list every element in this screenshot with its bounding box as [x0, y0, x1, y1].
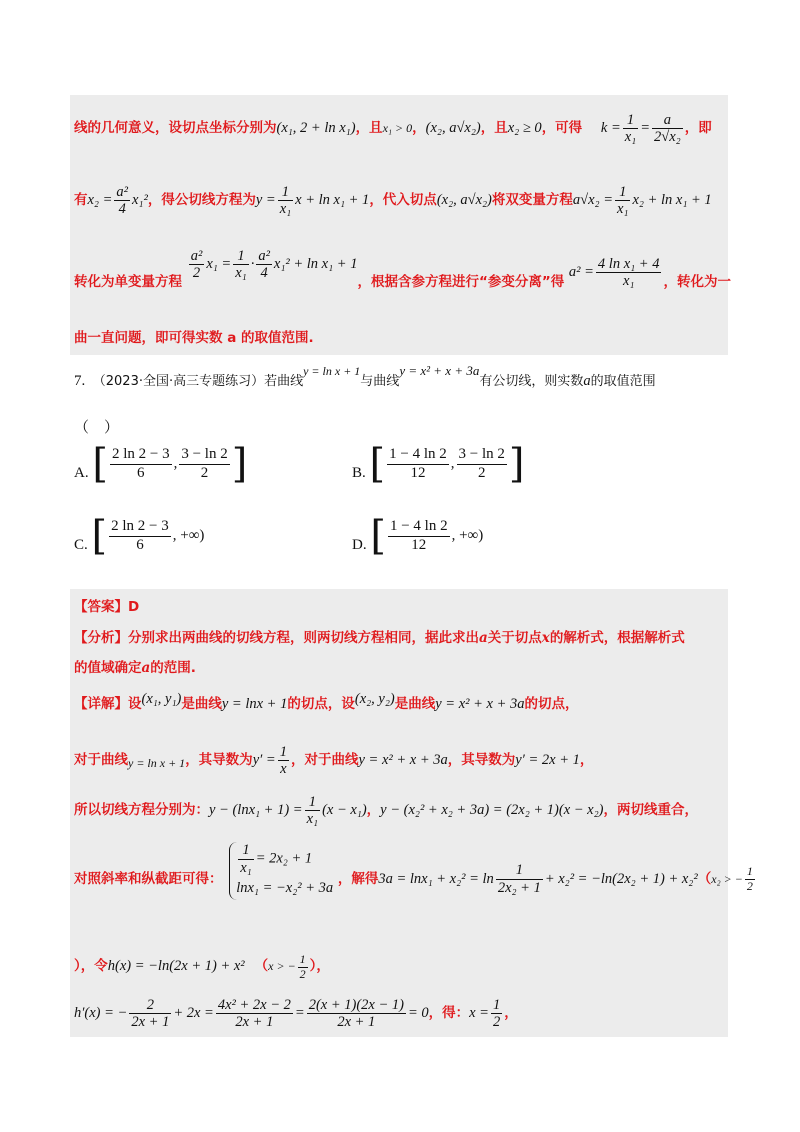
- mid: =: [294, 1005, 305, 1021]
- question-paren: [74, 416, 119, 437]
- answer-line: [74, 595, 139, 615]
- num: 1: [237, 247, 245, 264]
- frac: [652, 112, 683, 146]
- den: x₁: [306, 811, 319, 828]
- text: ），令: [74, 958, 108, 974]
- k-lhs: k =: [600, 120, 621, 136]
- cond: x₂ > −: [711, 871, 743, 886]
- option-label: C.: [74, 537, 88, 554]
- system-line: [74, 842, 757, 902]
- text: 是曲线: [181, 696, 222, 712]
- lhs: y − (lnx₁ + 1) =: [209, 802, 303, 818]
- curve2: y = x² + x + 3a: [399, 363, 480, 378]
- lhs: 3a = lnx₁ + x₂² = ln: [378, 870, 494, 887]
- den: 2: [189, 264, 205, 282]
- frac: [491, 997, 502, 1031]
- den: 2x₂ + 1: [497, 879, 541, 896]
- text: 曲一直问题，即可得实数 a 的取值范围.: [74, 330, 314, 346]
- curve1: y = ln x + 1: [303, 364, 361, 378]
- frac: [110, 446, 172, 482]
- math: [378, 862, 698, 896]
- den: x₁: [240, 859, 252, 876]
- text: 关于切点: [487, 630, 542, 646]
- mid: + 2x =: [173, 1005, 214, 1021]
- den: x: [278, 760, 289, 778]
- math: y = x² + x + 3a: [358, 752, 448, 768]
- mid: x₁ =: [206, 256, 232, 272]
- num: a²: [258, 247, 270, 264]
- bracket: ]: [231, 441, 248, 487]
- frac: [189, 248, 205, 282]
- math-point2: (x₂, a√x₂): [425, 120, 481, 136]
- frac: [216, 997, 293, 1031]
- var-a: a: [583, 373, 591, 389]
- lhs: y =: [255, 192, 276, 208]
- math-cond1: x₁ > 0: [382, 121, 413, 135]
- option-d[interactable]: [352, 513, 484, 559]
- den: 12: [387, 464, 449, 482]
- frac: [305, 794, 320, 828]
- num: 1: [281, 183, 290, 200]
- frac: [745, 865, 755, 894]
- math: [252, 743, 291, 778]
- frac: [238, 842, 253, 876]
- den: 2: [492, 1014, 501, 1031]
- frac: [387, 446, 449, 482]
- text: 与曲线: [360, 374, 400, 389]
- var: a: [141, 660, 151, 676]
- num: a²: [190, 247, 203, 264]
- tail: + x₂² = −ln(2x₂ + 1) + x₂²: [544, 870, 698, 887]
- frac: [457, 446, 507, 482]
- tail: , +∞): [451, 527, 484, 544]
- lhs: x =: [469, 1005, 489, 1021]
- den: x₁: [235, 265, 247, 282]
- frac: [596, 256, 662, 290]
- math: [268, 951, 310, 981]
- text: （: [697, 870, 712, 887]
- math: y′ = 2x + 1: [515, 752, 580, 768]
- text: ），: [309, 958, 330, 974]
- frac: [114, 184, 130, 218]
- tail: x + ln x₁ + 1: [295, 192, 370, 208]
- analysis-line1: [74, 626, 685, 646]
- lhs: y′ =: [252, 752, 276, 768]
- text: 【分析】分别求出两曲线的切线方程，则两切线方程相同，据此求出: [74, 630, 479, 646]
- bracket: [: [92, 441, 108, 487]
- question-7: [74, 363, 656, 390]
- math: h(x) = −ln(2x + 1) + x²: [107, 958, 245, 974]
- bracket: [: [369, 441, 386, 487]
- frac: [129, 997, 171, 1031]
- text: 的切点，: [524, 696, 579, 712]
- num: a: [663, 111, 671, 128]
- text: 【详解】设: [74, 696, 142, 712]
- text: 有公切线，则实数: [479, 374, 584, 389]
- frac: [623, 112, 638, 146]
- text: ，可得: [541, 120, 583, 136]
- math: [469, 996, 504, 1031]
- text: ，转化为一: [663, 274, 731, 290]
- math-cond2: x₂ ≥ 0: [507, 120, 542, 136]
- frac: [307, 997, 406, 1031]
- math-k: [600, 111, 685, 146]
- paren: （ ）: [74, 420, 120, 436]
- text: 的取值范围: [590, 374, 656, 389]
- lhs: h′(x) = −: [74, 1005, 128, 1021]
- text: 对于曲线: [74, 752, 128, 768]
- box1-line2: [74, 178, 712, 222]
- text: ，: [579, 752, 594, 768]
- text: ，其导数为: [447, 752, 516, 768]
- text: 的解析式，根据解析式: [549, 630, 685, 646]
- lhs: a² =: [568, 264, 594, 280]
- math: [74, 996, 429, 1031]
- num: 1 − 4 ln 2: [389, 518, 448, 535]
- num: 1: [746, 864, 753, 879]
- text: ，代入切点: [369, 192, 437, 208]
- text: ，且: [355, 120, 383, 136]
- tail: x₁² + ln x₁ + 1: [273, 256, 358, 272]
- text: 将双变量方程: [491, 192, 573, 208]
- option-c[interactable]: [74, 513, 205, 559]
- text: ，: [366, 802, 381, 818]
- num: a²: [116, 183, 128, 200]
- math-a-squared: [568, 255, 664, 290]
- math-eq: [572, 183, 712, 218]
- tail: , +∞): [172, 527, 205, 544]
- num: 2(x + 1)(2x − 1): [308, 996, 404, 1013]
- math: y − (x₂² + x₂ + 3a) = (2x₂ + 1)(x − x₂): [380, 802, 604, 818]
- den: 6: [109, 536, 171, 554]
- text: 对照斜率和纵截距可得：: [74, 870, 223, 887]
- text: ，: [504, 1005, 518, 1021]
- num: 1: [242, 842, 250, 858]
- option-label: D.: [352, 537, 367, 554]
- den: 2: [179, 464, 229, 482]
- den: 2: [457, 464, 507, 482]
- num: 1: [279, 743, 287, 760]
- cond: x > −: [268, 959, 296, 973]
- num: 2: [146, 996, 154, 1013]
- math-point: (x₂, a√x₂): [436, 192, 492, 208]
- frac: [496, 862, 543, 896]
- dot: ·: [250, 256, 255, 272]
- text: ，根据含参方程进行“参变分离”得: [357, 274, 565, 290]
- text: ，对于曲线: [290, 752, 359, 768]
- tail: x₁²: [132, 192, 148, 208]
- den: 4: [114, 200, 130, 218]
- h-def-line: [74, 948, 330, 984]
- num: 3 − ln 2: [458, 446, 505, 463]
- option-b[interactable]: B. [ $\frac{1 - 4 \ln 2}{12}$ , $\frac{3 - \ln 2}{2}$ ]: [352, 441, 525, 487]
- den: x₁: [596, 272, 662, 290]
- tangent-lines: [74, 790, 698, 830]
- box1-line4: [74, 326, 314, 346]
- eq: =: [640, 120, 651, 136]
- var: a: [479, 630, 488, 646]
- derivative-line: [74, 742, 593, 778]
- num: 1 − 4 ln 2: [389, 446, 447, 463]
- den: 2x + 1: [131, 1014, 170, 1031]
- text: ，两切线重合，: [603, 802, 698, 818]
- den: x₁: [617, 201, 629, 218]
- frac: [256, 248, 272, 282]
- question-source: （2023·全国·高三专题练习）若曲线: [92, 374, 304, 389]
- num: 1: [626, 111, 635, 128]
- frac: [179, 446, 229, 482]
- den: x₁: [279, 201, 292, 218]
- num: 4 ln x₁ + 4: [597, 255, 660, 272]
- den: 2x + 1: [216, 1013, 293, 1031]
- lhs: a√x₂ =: [572, 192, 613, 208]
- num: 4x² + 2x − 2: [217, 996, 291, 1013]
- text: （: [254, 958, 269, 974]
- num: 1: [619, 183, 627, 200]
- box1-line3: [74, 247, 731, 307]
- math: y = x² + x + 3a: [435, 696, 525, 712]
- math: (x₁, y₁): [141, 691, 182, 707]
- den: x₁: [624, 129, 637, 146]
- bracket: ]: [508, 441, 525, 487]
- den: 12: [388, 536, 450, 554]
- den: 2x + 1: [307, 1013, 406, 1031]
- option-label: A.: [74, 465, 89, 482]
- text: 的值域确定: [74, 660, 142, 676]
- box1-line1: [74, 108, 712, 148]
- math-tangent: [255, 183, 370, 218]
- math-single-var: [187, 247, 358, 282]
- text: ，得：: [428, 1005, 470, 1021]
- text: ，且: [480, 120, 508, 136]
- math: y = ln x + 1: [128, 756, 186, 770]
- tail: (x − x₁): [322, 802, 367, 818]
- tail: x₂ + ln x₁ + 1: [632, 192, 712, 208]
- h-derivative-line: [74, 993, 518, 1033]
- text: 的范围.: [150, 660, 196, 676]
- math: [711, 864, 757, 894]
- den: 2: [746, 879, 753, 894]
- tail: = 2x₂ + 1: [255, 850, 313, 867]
- var: x: [541, 630, 550, 646]
- frac: [278, 744, 289, 778]
- den: 4: [256, 264, 272, 282]
- text: 转化为单变量方程: [74, 274, 182, 290]
- math: y = lnx + 1: [221, 696, 288, 712]
- num: 3 − ln 2: [181, 446, 228, 463]
- text: 所以切线方程分别为：: [74, 802, 209, 818]
- text: ，即: [684, 120, 712, 136]
- num: 2 ln 2 − 3: [111, 446, 170, 463]
- equation-system: [229, 842, 333, 900]
- bracket: [: [370, 513, 386, 559]
- num: 1: [308, 793, 316, 810]
- tail: = 0: [407, 1005, 429, 1021]
- lhs: x₂ =: [87, 192, 113, 208]
- detail-line: [74, 692, 579, 713]
- answer: 【答案】D: [74, 599, 140, 615]
- frac: [109, 518, 171, 554]
- frac: [615, 184, 630, 218]
- text: ，: [412, 120, 426, 136]
- frac: [233, 248, 248, 282]
- text: ，得公切线方程为: [147, 192, 256, 208]
- den: 2: [299, 966, 306, 981]
- math: (x₂, y₂): [354, 691, 395, 707]
- math: [209, 793, 367, 828]
- text: 有: [74, 192, 88, 208]
- text: 线的几何意义，设切点坐标分别为: [74, 120, 277, 136]
- eq2: lnx₁ = −x₂² + 3a: [236, 880, 334, 897]
- analysis-line2: [74, 656, 196, 676]
- frac: [278, 184, 293, 218]
- math-point1: (x₁, 2 + ln x₁): [276, 120, 356, 136]
- text: ，解得: [337, 870, 379, 887]
- option-label: B.: [352, 465, 366, 482]
- num: 1: [492, 996, 501, 1013]
- bracket: [: [91, 513, 108, 559]
- option-a[interactable]: A. [ $\frac{2 \ln 2 - 3}{6}$ , $\frac{3 - \ln 2}{2}$ ]: [74, 441, 248, 487]
- den: 6: [110, 464, 172, 482]
- num: 1: [299, 951, 306, 966]
- frac: [298, 953, 308, 982]
- text: 的切点，设: [287, 696, 355, 712]
- text: ，其导数为: [185, 752, 253, 768]
- num: 2 ln 2 − 3: [111, 518, 169, 535]
- question-number: 7.: [74, 373, 86, 389]
- frac: [388, 518, 450, 554]
- num: 1: [515, 862, 523, 878]
- text: 是曲线: [394, 696, 436, 712]
- math-x2: [87, 183, 148, 218]
- den: 2√x₂: [654, 129, 681, 146]
